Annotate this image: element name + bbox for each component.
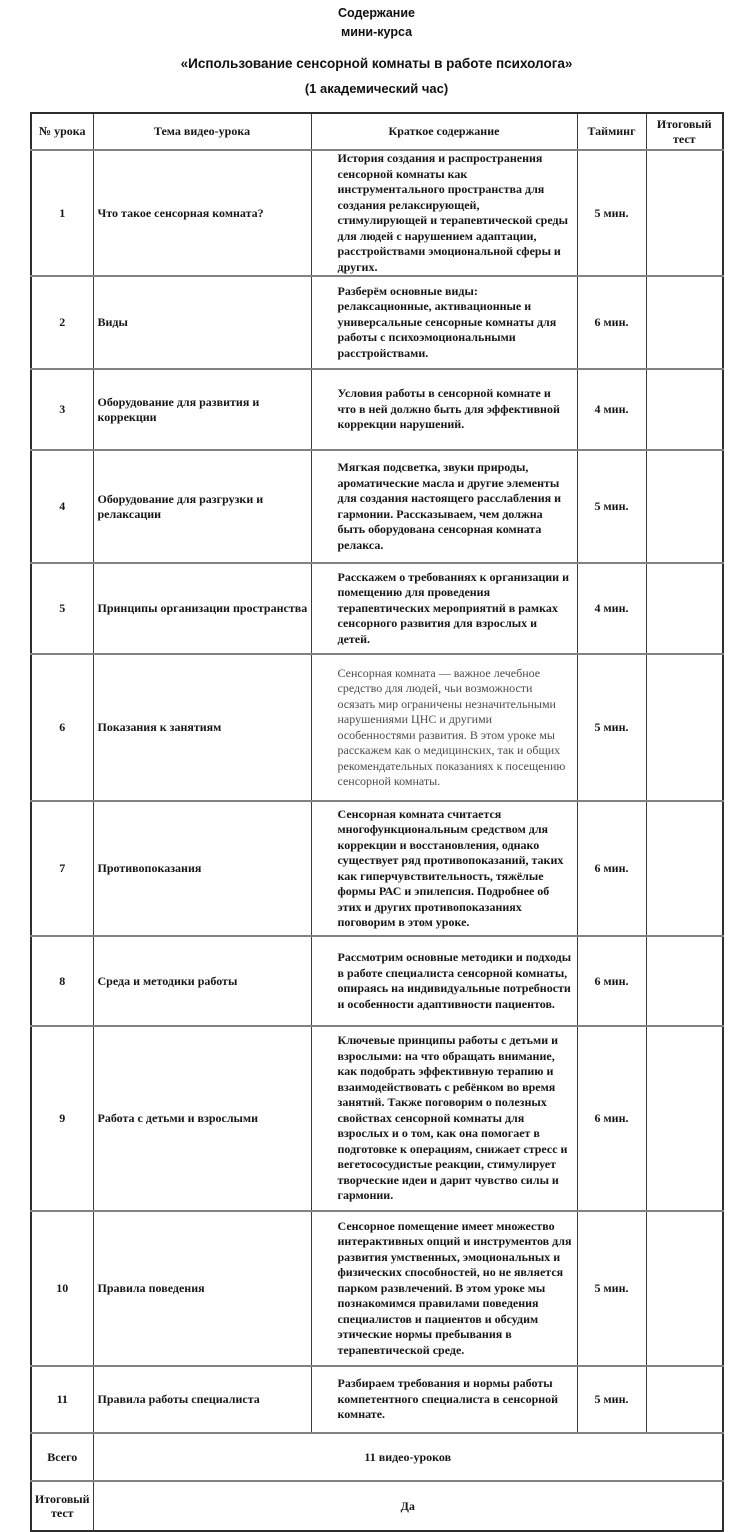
col-header-final-test: Итоговый тест [646, 113, 723, 150]
lesson-final-test [646, 936, 723, 1026]
lesson-topic: Среда и методики работы [93, 936, 311, 1026]
lesson-summary: Сенсорная комната — важное лечебное средство для людей, чьи возможности осязать мир ограничены незначительными нарушениями ЦНС и другими особенностями развития. В этом уроке мы расскажем как о медицинских, так и общих рекомендательных показаниях к посещению сенсорной комнаты. [311, 654, 577, 801]
lesson-timing: 5 мин. [577, 1366, 646, 1433]
lesson-summary: Мягкая подсветка, звуки природы, ароматические масла и другие элементы для создания настоящего расслабления и гармонии. Рассказываем, чем должна быть оборудована сенсорная комната релакса. [311, 450, 577, 563]
final-test-label: Итоговый тест [31, 1481, 93, 1531]
lesson-topic: Оборудование для развития и коррекции [93, 369, 311, 450]
lesson-topic: Правила работы специалиста [93, 1366, 311, 1433]
course-duration: (1 академический час) [304, 81, 449, 96]
total-value: 11 видео-уроков [93, 1433, 723, 1481]
document-header [0, 0, 753, 97]
lesson-number: 9 [31, 1026, 93, 1211]
lesson-row [31, 1211, 723, 1366]
lesson-summary: Разбираем требования и нормы работы компетентного специалиста в сенсорной комнате. [311, 1366, 577, 1433]
col-header-lesson-number: № урока [31, 113, 93, 150]
lesson-timing: 5 мин. [577, 1211, 646, 1366]
lesson-row [31, 801, 723, 936]
course-title: «Использование сенсорной комнаты в работе психолога» [180, 56, 573, 71]
lesson-final-test [646, 654, 723, 801]
lesson-timing: 6 мин. [577, 801, 646, 936]
lesson-timing: 6 мин. [577, 936, 646, 1026]
lesson-timing: 4 мин. [577, 369, 646, 450]
lesson-number: 3 [31, 369, 93, 450]
lesson-final-test [646, 276, 723, 369]
lesson-row [31, 1366, 723, 1433]
lesson-number: 4 [31, 450, 93, 563]
lesson-summary: Сенсорное помещение имеет множество интерактивных опций и инструментов для развития умственных, эмоциональных и физических способностей, но не является парком развлечений. В этом уроке мы познакомимся правилами поведения специалистов и пациентов и обсудим этические нормы пребывания в терапевтической среде. [311, 1211, 577, 1366]
lesson-summary: Сенсорная комната считается многофункциональным средством для коррекции и восстановления, однако существует ряд противопоказаний, таких как гиперчувствительность, тяжёлые формы РАС и эпилепсия. Подробнее об этих и других противопоказаниях поговорим в этом уроке. [311, 801, 577, 936]
col-header-summary: Краткое содержание [311, 113, 577, 150]
course-contents-table [30, 112, 724, 1532]
final-test-value: Да [93, 1481, 723, 1531]
lesson-row [31, 450, 723, 563]
lesson-timing: 5 мин. [577, 450, 646, 563]
lesson-final-test [646, 1366, 723, 1433]
lesson-final-test [646, 1026, 723, 1211]
lesson-timing: 6 мин. [577, 1026, 646, 1211]
lesson-row [31, 1026, 723, 1211]
lesson-number: 1 [31, 150, 93, 276]
col-header-topic: Тема видео-урока [93, 113, 311, 150]
lesson-summary: История создания и распространения сенсорной комнаты как инструментального пространства для создания релаксирующей, стимулирующей и терапевтической среды для людей с нарушением адаптации, расстройствами эмоциональной сферы и других. [311, 150, 577, 276]
table-header-row [31, 113, 723, 150]
lesson-summary: Расскажем о требованиях к организации и помещению для проведения терапевтических мероприятий в рамках сенсорного развития для взрослых и детей. [311, 563, 577, 654]
lesson-final-test [646, 801, 723, 936]
total-row [31, 1433, 723, 1481]
lesson-number: 2 [31, 276, 93, 369]
lesson-final-test [646, 150, 723, 276]
lesson-topic: Виды [93, 276, 311, 369]
lesson-summary: Условия работы в сенсорной комнате и что в ней должно быть для эффективной коррекции нарушений. [311, 369, 577, 450]
doc-title-line2: мини-курса [340, 25, 413, 39]
lesson-number: 8 [31, 936, 93, 1026]
lesson-topic: Правила поведения [93, 1211, 311, 1366]
lesson-row [31, 936, 723, 1026]
lesson-row [31, 150, 723, 276]
doc-title-line1: Содержание [337, 6, 415, 20]
lesson-row [31, 276, 723, 369]
lesson-topic: Что такое сенсорная комната? [93, 150, 311, 276]
lesson-topic: Показания к занятиям [93, 654, 311, 801]
lesson-final-test [646, 369, 723, 450]
lesson-final-test [646, 563, 723, 654]
lesson-timing: 5 мин. [577, 654, 646, 801]
lesson-timing: 6 мин. [577, 276, 646, 369]
lesson-summary: Разберём основные виды: релаксационные, активационные и универсальные сенсорные комнаты для работы с психоэмоциональными расстройствами. [311, 276, 577, 369]
lesson-final-test [646, 450, 723, 563]
lesson-timing: 5 мин. [577, 150, 646, 276]
lesson-summary: Ключевые принципы работы с детьми и взрослыми: на что обращать внимание, как подобрать эффективную терапию и взаимодействовать с ребёнком во время занятий. Также поговорим о полезных свойствах сенсорной комнаты для взрослых и о том, как она помогает в подготовке к операциям, снижает стресс и вегетососудистые реакции, стимулирует творческие идеи и дарит чувство силы и гармонии. [311, 1026, 577, 1211]
lesson-summary: Рассмотрим основные методики и подходы в работе специалиста сенсорной комнаты, опираясь на индивидуальные потребности и особенности адаптивности пациентов. [311, 936, 577, 1026]
lesson-number: 10 [31, 1211, 93, 1366]
lesson-row [31, 369, 723, 450]
lesson-topic: Противопоказания [93, 801, 311, 936]
lesson-final-test [646, 1211, 723, 1366]
lesson-topic: Оборудование для разгрузки и релаксации [93, 450, 311, 563]
lesson-number: 7 [31, 801, 93, 936]
total-label: Всего [31, 1433, 93, 1481]
lesson-row [31, 563, 723, 654]
lesson-topic: Работа с детьми и взрослыми [93, 1026, 311, 1211]
lesson-timing: 4 мин. [577, 563, 646, 654]
lesson-number: 6 [31, 654, 93, 801]
lesson-topic: Принципы организации пространства [93, 563, 311, 654]
lesson-number: 11 [31, 1366, 93, 1433]
final-test-row [31, 1481, 723, 1531]
col-header-timing: Тайминг [577, 113, 646, 150]
lesson-row [31, 654, 723, 801]
lesson-number: 5 [31, 563, 93, 654]
